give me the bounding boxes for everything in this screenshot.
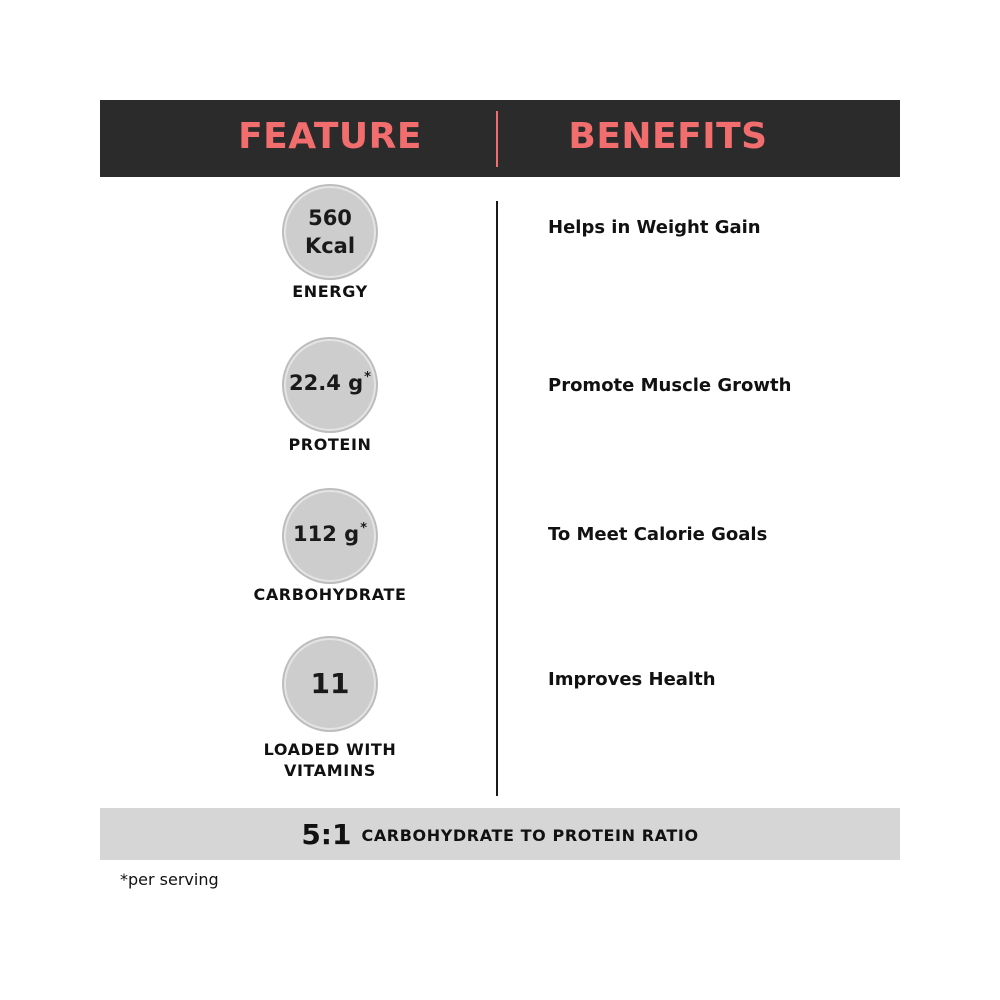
vitamins-label <box>230 739 430 781</box>
column-divider <box>496 201 498 796</box>
protein-asterisk: * <box>364 370 371 385</box>
header-divider <box>496 111 498 167</box>
energy-badge <box>284 186 376 278</box>
protein-badge <box>284 339 376 431</box>
ratio-text: CARBOHYDRATE TO PROTEIN RATIO <box>361 826 699 845</box>
carbohydrate-asterisk: * <box>360 521 367 536</box>
vitamins-badge <box>284 638 376 730</box>
vitamins-label-line2: VITAMINS <box>284 761 376 780</box>
energy-unit: Kcal <box>304 234 356 258</box>
vitamins-value: 11 <box>310 667 350 700</box>
carbohydrate-label: CARBOHYDRATE <box>253 585 407 604</box>
ratio-value: 5:1 <box>301 817 352 851</box>
carbohydrate-value: 112 g <box>293 522 360 546</box>
feature-header: FEATURE <box>238 116 422 157</box>
energy-label: ENERGY <box>292 282 368 301</box>
vitamins-label-line1: LOADED WITH <box>263 740 397 759</box>
energy-value: 560 <box>308 206 352 230</box>
ratio-bar <box>100 808 900 860</box>
footnote: *per serving <box>120 870 219 889</box>
protein-benefit: Promote Muscle Growth <box>548 375 792 396</box>
carbohydrate-benefit: To Meet Calorie Goals <box>548 524 768 545</box>
benefits-header: BENEFITS <box>568 116 768 157</box>
protein-label: PROTEIN <box>288 435 372 454</box>
vitamins-benefit: Improves Health <box>548 669 716 690</box>
table-header <box>100 100 900 177</box>
protein-value: 22.4 g <box>289 371 364 395</box>
energy-benefit: Helps in Weight Gain <box>548 217 761 238</box>
carbohydrate-badge <box>284 490 376 582</box>
